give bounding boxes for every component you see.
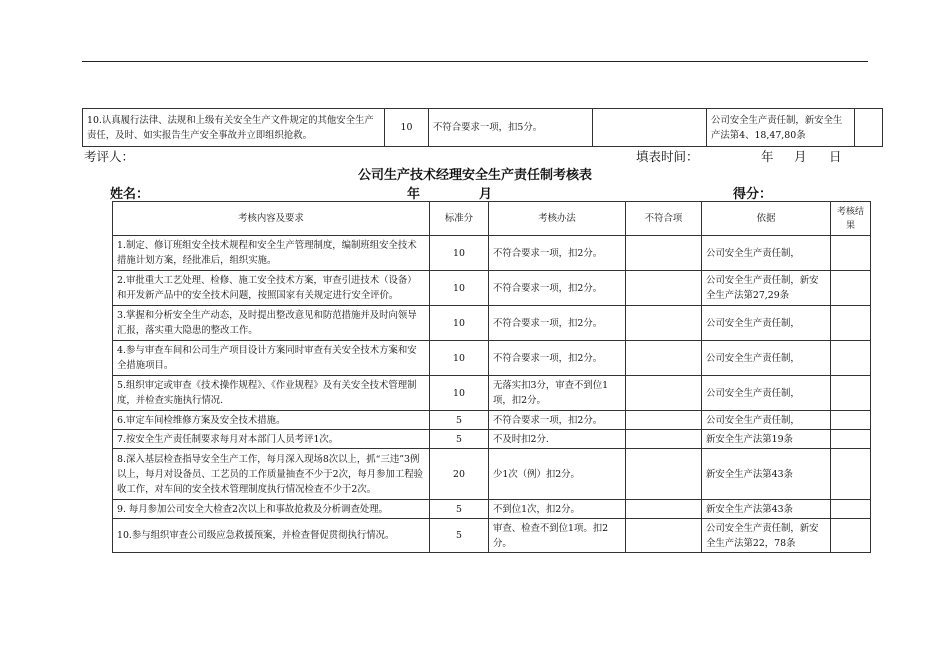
header-content: 考核内容及要求 — [113, 202, 430, 236]
method-cell: 不及时扣2分. — [489, 430, 626, 449]
method-cell: 不符合要求一项，扣2分。 — [489, 411, 626, 430]
nonconform-cell — [626, 306, 702, 341]
page-title: 公司生产技术经理安全生产责任制考核表 — [357, 168, 592, 183]
content-cell: 10.参与组织审查公司级应急救援预案，并检查督促贯彻执行情况。 — [113, 519, 430, 553]
table-row — [113, 519, 871, 553]
table-row — [113, 430, 871, 449]
header-method: 考核办法 — [489, 202, 626, 236]
basis-cell: 公司安全生产责任制，新安全生产法第22，78条 — [702, 519, 831, 553]
score-cell: 20 — [430, 449, 489, 500]
content-cell: 1.制定、修订班组安全技术规程和安全生产管理制度，编制班组安全技术措施计划方案，经批准后，组织实施。 — [113, 236, 430, 271]
date-day-label: 日 — [829, 149, 842, 164]
score-cell: 5 — [430, 500, 489, 519]
header-result: 考核结果 — [831, 202, 871, 236]
score-cell: 10 — [430, 376, 489, 411]
name-label: 姓名： — [110, 187, 150, 202]
method-cell: 审查、检查不到位1项。扣2分。 — [489, 519, 626, 553]
content-cell: 10.认真履行法律、法规和上级有关安全生产文件规定的其他安全生产责任，及时、如实报告生产安全事故并立即组织抢救。 — [83, 109, 385, 147]
header-row — [113, 202, 871, 236]
method-cell: 不符合要求一项，扣2分。 — [489, 271, 626, 306]
table-row — [113, 500, 871, 519]
basis-cell: 新安全生产法第43条 — [702, 500, 831, 519]
fill-time-label: 填表时间： — [636, 149, 699, 164]
nonconform-cell — [593, 109, 707, 147]
result-cell — [831, 411, 871, 430]
nonconform-cell — [626, 411, 702, 430]
method-cell: 不符合要求一项，扣2分。 — [489, 236, 626, 271]
content-cell: 4.参与审查车间和公司生产项目设计方案同时审查有关安全技术方案和安全措施项目。 — [113, 341, 430, 376]
year-label: 年 — [407, 187, 421, 202]
header-rule — [82, 61, 868, 62]
result-cell — [831, 430, 871, 449]
table-row — [113, 411, 871, 430]
table-row — [113, 306, 871, 341]
result-cell — [831, 376, 871, 411]
reviewer-label: 考评人： — [84, 149, 135, 164]
method-cell: 不符合要求一项，扣5分。 — [429, 109, 593, 147]
nonconform-cell — [626, 449, 702, 500]
table-row — [113, 271, 871, 306]
score-cell: 10 — [430, 236, 489, 271]
result-cell — [831, 306, 871, 341]
basis-cell: 新安全生产法第19条 — [702, 430, 831, 449]
date-year-label: 年 — [761, 149, 774, 164]
result-cell — [855, 109, 883, 147]
basis-cell: 公司安全生产责任制， — [702, 306, 831, 341]
basis-cell: 公司安全生产责任制， — [702, 236, 831, 271]
score-cell: 10 — [430, 271, 489, 306]
result-cell — [831, 500, 871, 519]
assessment-table — [112, 201, 871, 553]
score-cell: 10 — [385, 109, 429, 147]
nonconform-cell — [626, 341, 702, 376]
score-cell: 5 — [430, 430, 489, 449]
score-cell: 10 — [430, 341, 489, 376]
nonconform-cell — [626, 236, 702, 271]
content-cell: 8.深入基层检查指导安全生产工作，每月深入现场8次以上，抓“三违”3例以上，每月对设备员、工艺员的工作质量抽查不少于2次，每月参加工程验收工作，对车间的安全技术管理制度执行情况检查不少于2次。 — [113, 449, 430, 500]
score-label: 得分： — [733, 187, 773, 202]
content-cell: 2.审批重大工艺处理、检修、施工安全技术方案，审查引进技术（设备）和开发新产品中的安全技术问题，按照国家有关规定进行安全评价。 — [113, 271, 430, 306]
nonconform-cell — [626, 519, 702, 553]
table-row — [113, 376, 871, 411]
content-cell: 9. 每月参加公司安全大检查2次以上和事故抢救及分析调查处理。 — [113, 500, 430, 519]
table-body — [113, 236, 871, 553]
method-cell: 无落实扣3分，审查不到位1项，扣2分。 — [489, 376, 626, 411]
content-cell: 5.组织审定或审查《技术操作规程》、《作业规程》及有关安全技术管理制度，并检查实施执行情况. — [113, 376, 430, 411]
header-basis: 依据 — [702, 202, 831, 236]
method-cell: 不符合要求一项，扣2分。 — [489, 341, 626, 376]
content-cell: 3.掌握和分析安全生产动态，及时提出整改意见和防范措施并及时向领导汇报，落实重大隐患的整改工作。 — [113, 306, 430, 341]
nonconform-cell — [626, 430, 702, 449]
result-cell — [831, 341, 871, 376]
header-nonconform: 不符合项 — [626, 202, 702, 236]
continuation-table — [82, 108, 883, 147]
basis-cell: 公司安全生产责任制，新安全生产法第4、18,47,80条 — [707, 109, 855, 147]
basis-cell: 公司安全生产责任制， — [702, 376, 831, 411]
nonconform-cell — [626, 500, 702, 519]
score-cell: 10 — [430, 306, 489, 341]
score-cell: 5 — [430, 411, 489, 430]
score-cell: 5 — [430, 519, 489, 553]
nonconform-cell — [626, 271, 702, 306]
basis-cell: 新安全生产法第43条 — [702, 449, 831, 500]
basis-cell: 公司安全生产责任制， — [702, 341, 831, 376]
method-cell: 不到位1次，扣2分。 — [489, 500, 626, 519]
result-cell — [831, 519, 871, 553]
basis-cell: 公司安全生产责任制，新安全生产法第27,29条 — [702, 271, 831, 306]
result-cell — [831, 449, 871, 500]
nonconform-cell — [626, 376, 702, 411]
basis-cell: 公司安全生产责任制， — [702, 411, 831, 430]
content-cell: 7.按安全生产责任制要求每月对本部门人员考评1次。 — [113, 430, 430, 449]
method-cell: 不符合要求一项，扣2分。 — [489, 306, 626, 341]
date-month-label: 月 — [794, 149, 807, 164]
result-cell — [831, 271, 871, 306]
table-row — [83, 109, 883, 147]
content-cell: 6.审定车间检维修方案及安全技术措施。 — [113, 411, 430, 430]
table-row — [113, 449, 871, 500]
table-row — [113, 341, 871, 376]
method-cell: 少1次（例）扣2分。 — [489, 449, 626, 500]
month-label: 月 — [479, 187, 493, 202]
result-cell — [831, 236, 871, 271]
header-score: 标准分 — [430, 202, 489, 236]
table-row — [113, 236, 871, 271]
